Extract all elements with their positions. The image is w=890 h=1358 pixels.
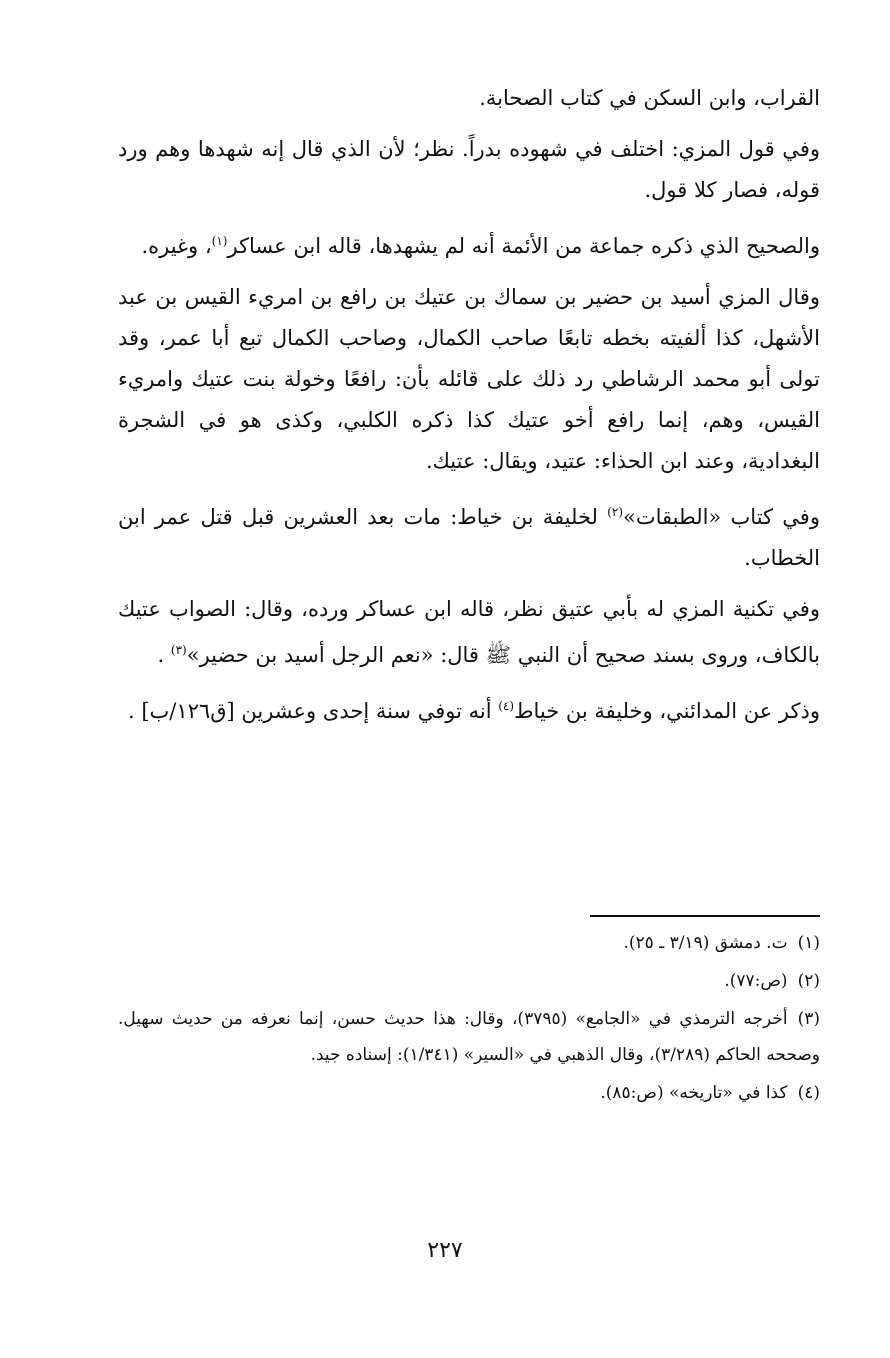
footnote-number: (٢) bbox=[797, 971, 820, 991]
paragraph-text: . bbox=[157, 643, 171, 667]
footnotes bbox=[118, 925, 820, 1113]
footnote-ref[interactable]: (٤) bbox=[498, 699, 515, 713]
paragraph-text: والصحيح الذي ذكره جماعة من الأئمة أنه لم يشهدها، قاله ابن عساكر bbox=[227, 234, 820, 258]
paragraph-5 bbox=[118, 492, 820, 579]
footnote-4 bbox=[118, 1075, 820, 1111]
paragraph-7 bbox=[118, 686, 820, 732]
page-number: ٢٢٧ bbox=[427, 1238, 463, 1263]
footnote-2 bbox=[118, 963, 820, 999]
footnote-divider bbox=[590, 915, 820, 917]
footnote-3 bbox=[118, 1001, 820, 1073]
footnote-ref[interactable]: (٣) bbox=[170, 643, 187, 657]
footnote-number: (٤) bbox=[797, 1083, 820, 1103]
paragraph-text: وفي تكنية المزي له بأبي عتيق نظر، قاله ابن عساكر ورده، وقال: الصواب عتيك بالكاف، وروى بسند صحيح أن النبي ﷺ قال: «نعم الرجل أسيد بن حضير» bbox=[118, 597, 820, 667]
paragraph-text: وقال المزي أسيد بن حضير بن سماك بن عتيك بن رافع بن امريء القيس بن عبد الأشهل، كذا ألفيته بخطه تابعًا صاحب الكمال، وصاحب الكمال تبع أبا عمر، وقد تولى أبو محمد الرشاطي رد ذلك على قائله بأن: رافعًا وخولة بنت عتيك وامريء القيس، وهم، إنما رافع أخو عتيك كذا ذكره الكلبي، وكذى هو في الشجرة البغدادية، وعند ابن الحذاء: عتيد، ويقال: عتيك. bbox=[118, 285, 820, 473]
footnote-text: ت. دمشق (٣/١٩ ـ ٢٥). bbox=[623, 933, 788, 953]
footnote-ref[interactable]: (١) bbox=[211, 234, 228, 248]
footnote-1 bbox=[118, 925, 820, 961]
paragraph-text: لخليفة بن خياط: مات بعد العشرين قبل قتل عمر ابن الخطاب. bbox=[118, 505, 820, 570]
footnote-text: كذا في «تاريخه» (ص:٨٥). bbox=[600, 1083, 788, 1103]
paragraph-text: أنه توفي سنة إحدى وعشرين [ق١٢٦/ب] . bbox=[127, 699, 499, 723]
footnote-ref[interactable]: (٢) bbox=[607, 505, 623, 519]
footnote-text: (ص:٧٧). bbox=[724, 971, 788, 991]
paragraph-text: وفي قول المزي: اختلف في شهوده بدراً. نظر؛ لأن الذي قال إنه شهدها وهم ورد قوله، فصار كلا قول. bbox=[118, 137, 820, 202]
footnote-text: أخرجه الترمذي في «الجامع» (٣٧٩٥)، وقال: هذا حديث حسن، إنما نعرفه من حديث سهيل. وصححه الحاكم (٣/٢٨٩)، وقال الذهبي في «السير» (١/٣٤١): إسناده جيد. bbox=[118, 1009, 820, 1065]
paragraph-text: ، وغيره. bbox=[141, 234, 212, 258]
paragraph-1 bbox=[118, 78, 820, 119]
paragraph-text: القراب، وابن السكن في كتاب الصحابة. bbox=[479, 86, 820, 110]
footnote-number: (١) bbox=[797, 933, 820, 953]
main-text bbox=[118, 78, 820, 742]
paragraph-text: وذكر عن المدائني، وخليفة بن خياط bbox=[514, 699, 820, 723]
paragraph-2 bbox=[118, 129, 820, 211]
paragraph-text: وفي كتاب «الطبقات» bbox=[623, 505, 820, 529]
paragraph-4 bbox=[118, 277, 820, 482]
paragraph-6 bbox=[118, 589, 820, 676]
paragraph-3 bbox=[118, 221, 820, 267]
footnote-number: (٣) bbox=[797, 1009, 820, 1029]
